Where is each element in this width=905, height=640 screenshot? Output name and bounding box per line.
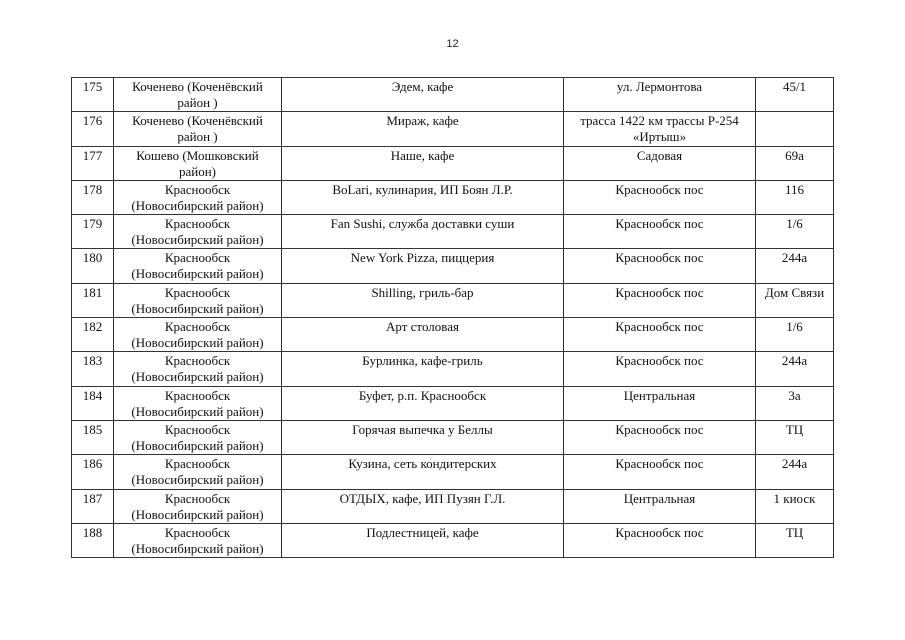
locality-cell: Краснообск (Новосибирский район) (114, 180, 282, 214)
page-number: 12 (446, 38, 459, 50)
street-cell: Краснообск пос (564, 318, 756, 352)
table-row (72, 318, 834, 352)
establishment-name-cell: Shilling, гриль-бар (282, 283, 564, 317)
street-cell: Краснообск пос (564, 523, 756, 557)
establishment-name-cell: Подлестницей, кафе (282, 523, 564, 557)
row-number: 185 (72, 420, 114, 454)
street-cell: Центральная (564, 489, 756, 523)
street-cell: Краснообск пос (564, 180, 756, 214)
row-number: 183 (72, 352, 114, 386)
street-cell: Центральная (564, 386, 756, 420)
locality-cell: Краснообск (Новосибирский район) (114, 352, 282, 386)
table-row (72, 489, 834, 523)
establishment-name-cell: BoLari, кулинария, ИП Боян Л.Р. (282, 180, 564, 214)
locality-cell: Краснообск (Новосибирский район) (114, 386, 282, 420)
house-cell: 1/6 (756, 215, 834, 249)
house-cell: 69а (756, 146, 834, 180)
locality-cell: Коченево (Коченёвский район ) (114, 112, 282, 146)
row-number: 175 (72, 78, 114, 112)
house-cell (756, 112, 834, 146)
street-cell: Краснообск пос (564, 352, 756, 386)
table-row (72, 420, 834, 454)
house-cell: 45/1 (756, 78, 834, 112)
establishment-name-cell: Fan Sushi, служба доставки суши (282, 215, 564, 249)
row-number: 181 (72, 283, 114, 317)
establishment-name-cell: New York Pizza, пиццерия (282, 249, 564, 283)
row-number: 180 (72, 249, 114, 283)
table-row (72, 455, 834, 489)
house-cell: 244а (756, 249, 834, 283)
row-number: 182 (72, 318, 114, 352)
establishment-name-cell: Горячая выпечка у Беллы (282, 420, 564, 454)
establishment-name-cell: Наше, кафе (282, 146, 564, 180)
row-number: 179 (72, 215, 114, 249)
house-cell: 244а (756, 455, 834, 489)
locality-cell: Краснообск (Новосибирский район) (114, 455, 282, 489)
house-cell: 116 (756, 180, 834, 214)
locality-cell: Коченево (Коченёвский район ) (114, 78, 282, 112)
establishment-name-cell: ОТДЫХ, кафе, ИП Пузян Г.Л. (282, 489, 564, 523)
table-row (72, 78, 834, 112)
house-cell: 244а (756, 352, 834, 386)
street-cell: Краснообск пос (564, 420, 756, 454)
house-cell: Дом Связи (756, 283, 834, 317)
establishment-name-cell: Эдем, кафе (282, 78, 564, 112)
locality-cell: Краснообск (Новосибирский район) (114, 489, 282, 523)
locality-cell: Краснообск (Новосибирский район) (114, 318, 282, 352)
establishment-name-cell: Бурлинка, кафе-гриль (282, 352, 564, 386)
locality-cell: Краснообск (Новосибирский район) (114, 249, 282, 283)
street-cell: Краснообск пос (564, 283, 756, 317)
street-cell: трасса 1422 км трассы Р-254 «Иртыш» (564, 112, 756, 146)
table-row (72, 283, 834, 317)
locality-cell: Кошево (Мошковский район) (114, 146, 282, 180)
row-number: 188 (72, 523, 114, 557)
table-row (72, 112, 834, 146)
street-cell: ул. Лермонтова (564, 78, 756, 112)
establishment-name-cell: Арт столовая (282, 318, 564, 352)
row-number: 178 (72, 180, 114, 214)
establishment-name-cell: Мираж, кафе (282, 112, 564, 146)
house-cell: ТЦ (756, 523, 834, 557)
establishment-name-cell: Кузина, сеть кондитерских (282, 455, 564, 489)
row-number: 184 (72, 386, 114, 420)
locality-cell: Краснообск (Новосибирский район) (114, 523, 282, 557)
street-cell: Краснообск пос (564, 249, 756, 283)
house-cell: 3а (756, 386, 834, 420)
locality-cell: Краснообск (Новосибирский район) (114, 420, 282, 454)
table-row (72, 215, 834, 249)
street-cell: Краснообск пос (564, 455, 756, 489)
row-number: 187 (72, 489, 114, 523)
house-cell: 1 киоск (756, 489, 834, 523)
table-row (72, 523, 834, 557)
table-row (72, 352, 834, 386)
table-row (72, 180, 834, 214)
table-row (72, 146, 834, 180)
locality-cell: Краснообск (Новосибирский район) (114, 215, 282, 249)
street-cell: Краснообск пос (564, 215, 756, 249)
row-number: 177 (72, 146, 114, 180)
establishments-table (71, 77, 834, 558)
street-cell: Садовая (564, 146, 756, 180)
establishment-name-cell: Буфет, р.п. Краснообск (282, 386, 564, 420)
locality-cell: Краснообск (Новосибирский район) (114, 283, 282, 317)
row-number: 186 (72, 455, 114, 489)
table-row (72, 249, 834, 283)
house-cell: 1/6 (756, 318, 834, 352)
row-number: 176 (72, 112, 114, 146)
house-cell: ТЦ (756, 420, 834, 454)
table-row (72, 386, 834, 420)
